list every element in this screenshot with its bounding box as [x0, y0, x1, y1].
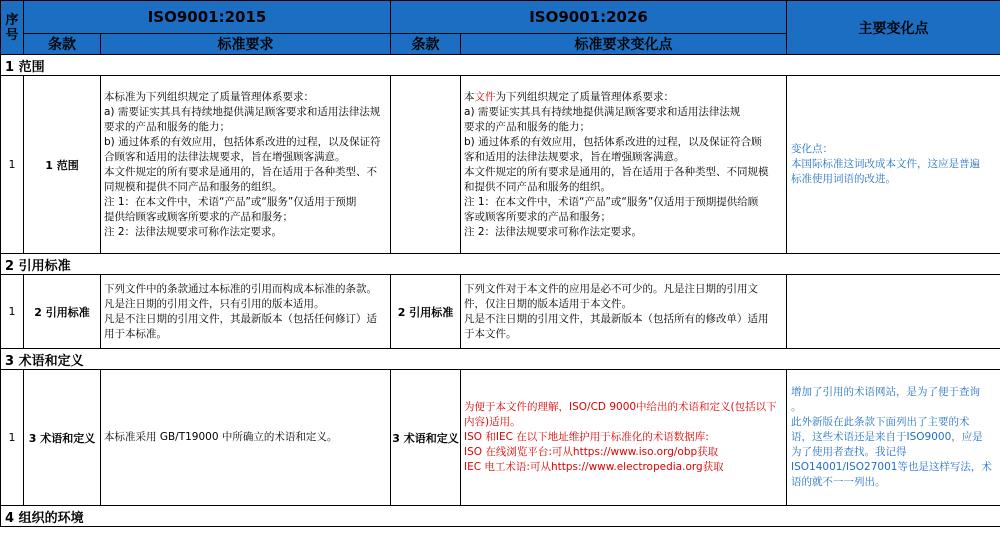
clause-2015-references: 2 引用标准	[24, 275, 101, 349]
text-2015-scope: 本标准为下列组织规定了质量管理体系要求： a) 需要证实其具有持续地提供满足顾客要求和适用法律法规 要求的产品和服务的能力； b) 通过体系的有效应用，包括体系改进的过程，以及保证符 合顾客和适用的法律法规要求，旨在增强顾客满意。 本文件规定的所有要求是通用的，旨在适用于各种类型、不 同规模和提供不同产品和服务的组织。 注 1：在本文件中，术语“产品”或“服务”仅适用于预期 提供给顾客或顾客所要求的产品和服务； 注 2：法律法规要求可称作法定要求。	[101, 76, 391, 254]
header-iso2026: ISO9001:2026	[391, 1, 787, 34]
change-note-terms: 增加了引用的术语网站，是为了便于查询 。 此外新版在此条款下面列出了主要的术 语，这些术语还是来自于ISO9000，应是 为了使用者查找。我记得 ISO14001/ISO27001等也是这样写法，术 语的就不一一列出。	[787, 370, 1000, 506]
section-title-context: 4 组织的环境	[1, 506, 1000, 527]
header-main-change: 主要变化点	[787, 1, 1000, 55]
row-number: 1	[1, 76, 24, 254]
clause-2026-scope-empty	[391, 76, 461, 254]
change-note-scope: 变化点： 本国际标准这词改成本文件，这应是普遍 标准使用词语的改进。	[787, 76, 1000, 254]
header-req-2015: 标准要求	[101, 34, 391, 55]
changed-word: 文件	[474, 90, 496, 103]
change-note-references-empty	[787, 275, 1000, 349]
section-title-normative-references: 2 引用标准	[1, 254, 1000, 275]
header-seq: 序号	[1, 1, 24, 55]
text-2026-references: 下列文件对于本文件的应用是必不可少的。凡是注日期的引用文 件，仅注日期的版本适用于本文件。 凡是不注日期的引用文件，其最新版本（包括所有的修改单）适用 于本文件。	[461, 275, 787, 349]
row-number: 1	[1, 370, 24, 506]
clause-2026-references: 2 引用标准	[391, 275, 461, 349]
section-title-terms: 3 术语和定义	[1, 349, 1000, 370]
clause-2015-scope: 1 范围	[24, 76, 101, 254]
text-2026-terms: 为便于本文件的理解，ISO/CD 9000中给出的术语和定义(包括以下 内容)适用。 ISO 和IEC 在以下地址维护用于标准化的术语数据库: ISO 在线浏览平台:可从https://www.iso.org/obp获取 IEC 电工术语:可从https://www.electropedia.org获取	[461, 370, 787, 506]
header-req-change-2026: 标准要求变化点	[461, 34, 787, 55]
section-title-scope: 1 范围	[1, 55, 1000, 76]
text-2015-references: 下列文件中的条款通过本标准的引用而构成本标准的条款。 凡是注日期的引用文件，只有引用的版本适用。 凡是不注日期的引用文件，其最新版本（包括任何修订）适 用于本标准。	[101, 275, 391, 349]
text-2015-terms: 本标准采用 GB/T19000 中所确立的术语和定义。	[101, 370, 391, 506]
clause-2015-terms: 3 术语和定义	[24, 370, 101, 506]
header-clause-2015: 条款	[24, 34, 101, 55]
text-2026-scope: 本文件为下列组织规定了质量管理体系要求： a) 需要证实其具有持续地提供满足顾客要求和适用法律法规 要求的产品和服务的能力； b) 通过体系的有效应用，包括体系改进的过程，以及保证符合顾 客和适用的法律法规要求，旨在增强顾客满意。 本文件规定的所有要求是通用的，旨在适用于各种类型、不同规模 和提供不同产品和服务的组织。 注 1：在本文件中，术语“产品”或“服务”仅适用于预期提供给顾 客或顾客所要求的产品和服务； 注 2：法律法规要求可称作法定要求。	[461, 76, 787, 254]
header-clause-2026: 条款	[391, 34, 461, 55]
header-iso2015: ISO9001:2015	[24, 1, 391, 34]
row-number: 1	[1, 275, 24, 349]
clause-2026-terms: 3 术语和定义	[391, 370, 461, 506]
